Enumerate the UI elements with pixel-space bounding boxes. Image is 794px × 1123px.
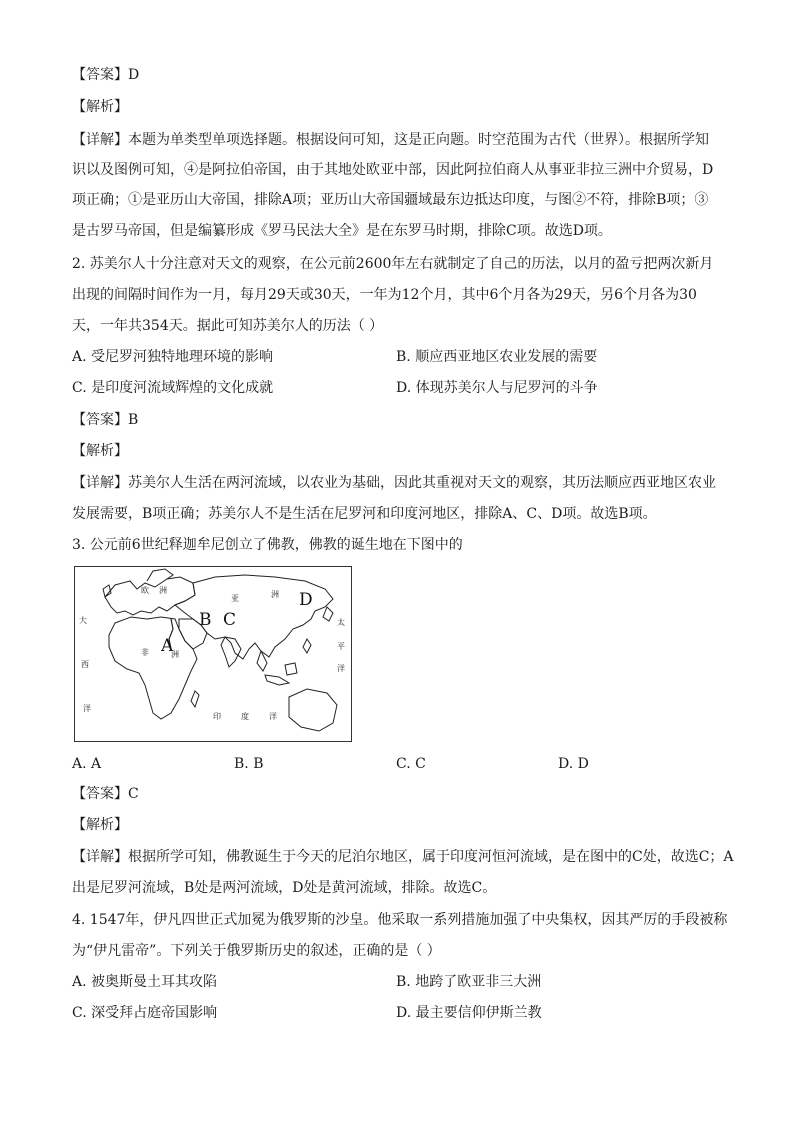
q3-stem: 3. 公元前6世纪释迦牟尼创立了佛教，佛教的诞生地在下图中的 [72, 537, 463, 553]
africa-outline [109, 617, 197, 719]
q1-detail-line-2: 识以及图例可知，④是阿拉伯帝国，由于其地处欧亚中部，因此阿拉伯商人从事亚非拉三洲中介贸易，D [72, 162, 714, 178]
q2-option-a: A. 受尼罗河独特地理环境的影响 [72, 349, 274, 365]
q1-detail-line-3: 项正确；①是亚历山大帝国，排除A项；亚历山大帝国疆域最东边抵达印度，与图②不符，排除B项；③ [72, 192, 709, 208]
q2-option-c: C. 是印度河流域辉煌的文化成就 [72, 380, 274, 396]
q3-option-b: B. B [234, 756, 264, 772]
map-marker-d: D [299, 590, 313, 610]
q3-detail-line-2: 出是尼罗河流域，B处是两河流域，D处是黄河流域，排除。故选C。 [72, 880, 497, 896]
label-indian-2: 度 [241, 712, 249, 721]
label-asia-2: 洲 [271, 590, 279, 599]
label-atlantic-3: 洋 [83, 704, 91, 713]
q4-option-c: C. 深受拜占庭帝国影响 [72, 1005, 218, 1021]
q3-detail-line-1: 【详解】根据所学可知，佛教诞生于今天的尼泊尔地区，属于印度河恒河流域，是在图中的C处，故选C；A [72, 849, 734, 865]
label-atlantic-2: 西 [81, 660, 89, 669]
label-pacific-2: 平 [337, 642, 345, 651]
scandinavia-outline [147, 569, 173, 581]
map-marker-b: B [199, 610, 212, 630]
label-pacific-3: 洋 [337, 664, 345, 673]
australia-outline [289, 689, 337, 731]
q2-stem-line-2: 出现的间隔时间作为一月，每月29天或30天，一年为12个月，其中6个月各为29天，另6个月各为30 [72, 287, 697, 303]
q4-option-b: B. 地跨了欧亚非三大洲 [396, 974, 542, 990]
indonesia-outline [265, 675, 289, 685]
madagascar-outline [191, 691, 199, 707]
world-map-figure [74, 566, 352, 742]
q3-option-a: A. A [72, 756, 102, 772]
india-outline [221, 637, 241, 667]
label-europe-2: 洲 [159, 586, 167, 595]
map-marker-a: A [161, 636, 174, 656]
label-europe-1: 欧 [141, 586, 149, 595]
q2-option-b: B. 顺应西亚地区农业发展的需要 [396, 349, 598, 365]
q4-option-d: D. 最主要信仰伊斯兰教 [396, 1005, 542, 1021]
philippines-outline [303, 639, 311, 653]
q1-detail-line-1: 【详解】本题为单类型单项选择题。根据设问可知，这是正向题。时空范围为古代（世界）。根据所学知 [72, 132, 709, 148]
europe-outline [105, 577, 195, 615]
q2-stem-line-3: 天，一年共354天。据此可知苏美尔人的历法（ ） [72, 318, 384, 334]
q3-analysis-title: 【解析】 [72, 817, 128, 833]
q2-answer: 【答案】B [72, 412, 139, 428]
q2-stem-line-1: 2. 苏美尔人十分注意对天文的观察，在公元前2600年左右就制定了自己的历法，以月的盈亏把两次新月 [72, 256, 714, 272]
q3-option-d: D. D [558, 756, 589, 772]
q1-detail-line-4: 是古罗马帝国，但是编纂形成《罗马民法大全》是在东罗马时期，排除C项。故选D项。 [72, 223, 612, 239]
label-indian-3: 洋 [269, 712, 277, 721]
label-atlantic-1: 大 [79, 616, 87, 625]
label-indian-1: 印 [213, 712, 221, 721]
label-asia-1: 亚 [231, 594, 239, 603]
japan-outline [323, 607, 333, 621]
borneo-outline [285, 663, 297, 675]
q4-stem-line-2: 为“伊凡雷帝”。下列关于俄罗斯历史的叙述，正确的是（ ） [72, 943, 441, 959]
label-pacific-1: 太 [337, 618, 345, 627]
q3-answer: 【答案】C [72, 786, 139, 802]
label-africa-2: 洲 [171, 650, 179, 659]
map-marker-c: C [223, 610, 237, 630]
q3-option-c: C. C [396, 756, 426, 772]
q4-stem-line-1: 4. 1547年，伊凡四世正式加冕为俄罗斯的沙皇。他采取一系列措施加强了中央集权，因其严厉的手段被称 [72, 912, 728, 928]
q2-detail-line-2: 发展需要，B项正确；苏美尔人不是生活在尼罗河和印度河地区，排除A、C、D项。故选B项。 [72, 506, 657, 522]
q1-analysis-title: 【解析】 [72, 99, 128, 115]
q2-option-d: D. 体现苏美尔人与尼罗河的斗争 [396, 380, 598, 396]
label-africa-1: 非 [141, 648, 149, 657]
q2-analysis-title: 【解析】 [72, 443, 128, 459]
q1-answer: 【答案】D [72, 67, 140, 83]
world-map-drawing [75, 567, 351, 741]
q4-option-a: A. 被奥斯曼土耳其攻陷 [72, 974, 218, 990]
q2-detail-line-1: 【详解】苏美尔人生活在两河流域，以农业为基础，因此其重视对天文的观察，其历法顺应西亚地区农业 [72, 475, 716, 491]
